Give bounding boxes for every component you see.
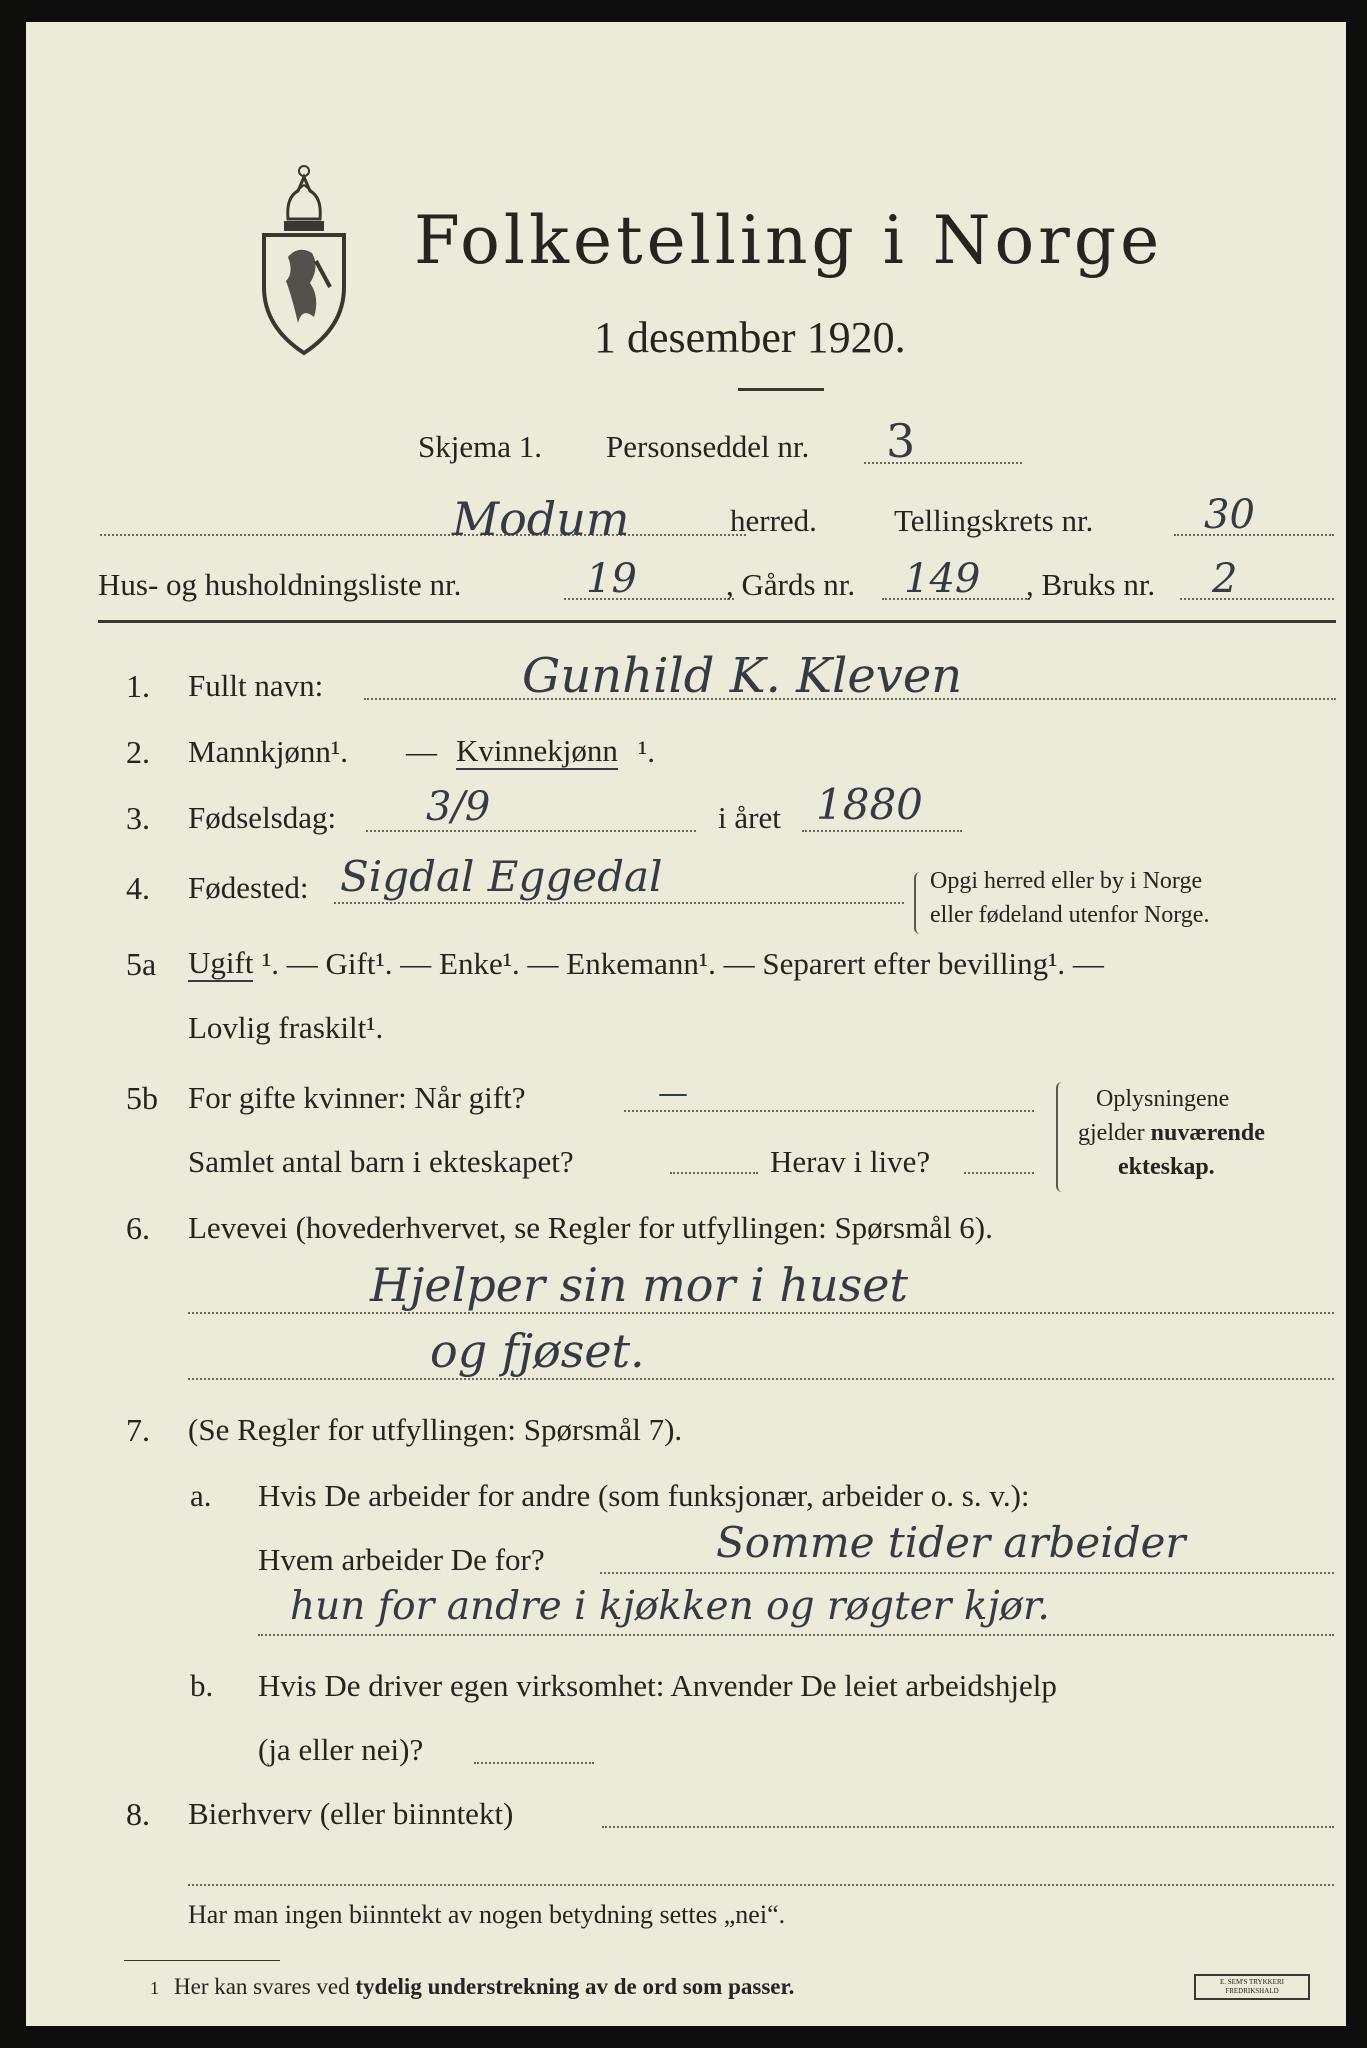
census-date: 1 desember 1920.: [594, 313, 906, 362]
q7a-employer-line2: hun for andre i kjøkken og røgter kjør.: [290, 1584, 1050, 1629]
q7b-question: (ja eller nei)?: [258, 1732, 424, 1767]
q7a-letter: a.: [190, 1478, 212, 1513]
q7a-line1: [600, 1572, 1334, 1574]
q7a-label: Hvis De arbeider for andre (som funksjonær, arbeider o. s. v.):: [258, 1478, 1030, 1513]
q2-female-underlined: Kvinnekjønn: [456, 733, 618, 768]
q5b-note-brace: [1056, 1082, 1068, 1192]
q6-line2: [188, 1378, 1334, 1380]
footnote-mark: 1: [150, 1978, 159, 1998]
herred-line: [100, 534, 746, 536]
q2-separator: —: [406, 734, 437, 769]
q3-year-value: 1880: [816, 780, 923, 829]
q8-label: Bierhverv (eller biinntekt): [188, 1796, 514, 1831]
q5b-line2: [670, 1172, 758, 1174]
gaards-value: 149: [904, 556, 981, 602]
printer-stamp: E. SEM'S TRYKKERI FREDRIKSHALD: [1194, 1974, 1310, 2000]
bruks-value: 2: [1212, 556, 1238, 602]
q5b-note-line2a: gjelder: [1078, 1120, 1151, 1146]
herred-value: Modum: [452, 492, 630, 546]
q7a-line2: [258, 1634, 1334, 1636]
husliste-value: 19: [586, 556, 637, 602]
q7b-letter: b.: [190, 1668, 214, 1703]
q8-line1: [602, 1826, 1334, 1828]
q2-female-sup: ¹.: [638, 734, 656, 769]
q1-full-name: Gunhild K. Kleven: [522, 648, 963, 704]
q4-label: Fødested:: [188, 870, 309, 905]
q5b-line3: [964, 1172, 1034, 1174]
q5b-note-line3: ekteskap.: [1118, 1154, 1215, 1180]
footer-note: Har man ingen biinntekt av nogen betydning settes „nei“.: [188, 1900, 786, 1929]
q5a-options: ¹. — Gift¹. — Enke¹. — Enkemann¹. — Separert efter bevilling¹. —: [262, 946, 1104, 981]
q7b-label: Hvis De driver egen virksomhet: Anvender De leiet arbeidshjelp: [258, 1668, 1057, 1703]
q5a-ugift-underlined: Ugift: [188, 945, 254, 980]
q3-label: Fødselsdag:: [188, 800, 337, 835]
footnote-divider: [124, 1960, 280, 1961]
q5a-line2: Lovlig fraskilt¹.: [188, 1010, 384, 1045]
footnote-part1: Her kan svares ved: [174, 1974, 356, 1999]
norwegian-coat-of-arms-icon: [258, 157, 350, 357]
title-divider: [738, 388, 824, 391]
q3-birthday: 3/9: [426, 784, 491, 830]
q8-number: 8.: [126, 1796, 150, 1832]
q5b-label3: Herav i live?: [770, 1144, 931, 1179]
q6-number: 6.: [126, 1210, 150, 1246]
husliste-label: Hus- og husholdningsliste nr.: [98, 567, 462, 602]
q5b-note-line2: [1078, 1120, 1265, 1147]
q7-label: (Se Regler for utfyllingen: Spørsmål 7).: [188, 1412, 683, 1447]
q4-number: 4.: [126, 870, 150, 906]
q5b-note-line2b: nuværende: [1150, 1120, 1265, 1146]
bruks-line: [1180, 598, 1334, 600]
q4-birthplace: Sigdal Eggedal: [340, 852, 663, 901]
skjema-label: Skjema 1.: [418, 429, 542, 464]
q8-line2: [188, 1884, 1334, 1886]
census-form-sheet: [26, 22, 1346, 2026]
q5b-note-line1: Oplysningene: [1096, 1086, 1230, 1112]
q1-number: 1.: [126, 668, 150, 704]
q3-year-line: [802, 830, 962, 832]
footnote-part2: tydelig understrekning av de ord som passer.: [355, 1974, 795, 1999]
q3-year-label: i året: [718, 800, 781, 835]
q3-number: 3.: [126, 800, 150, 836]
q2-number: 2.: [126, 734, 150, 770]
herred-label: herred.: [730, 503, 817, 538]
q6-occupation-line2: og fjøset.: [430, 1324, 645, 1378]
q4-note-brace: [914, 872, 926, 934]
footnote: [174, 1974, 794, 2000]
q1-label: Fullt navn:: [188, 668, 324, 703]
bruks-label: , Bruks nr.: [1026, 567, 1156, 602]
q5b-label2: Samlet antal barn i ekteskapet?: [188, 1144, 574, 1179]
header-divider: [98, 620, 1336, 623]
q6-label: Levevei (hovederhvervet, se Regler for utfyllingen: Spørsmål 6).: [188, 1210, 993, 1245]
gaards-label: , Gårds nr.: [726, 567, 856, 602]
personseddel-value: 3: [886, 414, 916, 468]
q7-number: 7.: [126, 1412, 150, 1448]
q5b-label1: For gifte kvinner: Når gift?: [188, 1080, 526, 1115]
q7a-employer-line1: Somme tider arbeider: [716, 1518, 1186, 1567]
q4-line: [334, 902, 904, 904]
q3-line: [366, 830, 696, 832]
q5b-married-value: —: [658, 1076, 688, 1111]
q7a-question: Hvem arbeider De for?: [258, 1542, 545, 1577]
q2-male: Mannkjønn¹.: [188, 734, 348, 769]
q5a-number: 5a: [126, 946, 157, 982]
q7b-line: [474, 1762, 594, 1764]
form-title: Folketelling i Norge: [414, 202, 1164, 279]
personseddel-label: Personseddel nr.: [606, 429, 810, 464]
tellingskrets-label: Tellingskrets nr.: [894, 503, 1094, 538]
tellingskrets-value: 30: [1204, 492, 1255, 538]
q5b-number: 5b: [126, 1080, 158, 1116]
q4-note-line1: Opgi herred eller by i Norge: [930, 868, 1203, 894]
q4-note-line2: eller fødeland utenfor Norge.: [930, 902, 1210, 928]
q6-occupation-line1: Hjelper sin mor i huset: [370, 1258, 908, 1312]
q6-line1: [188, 1312, 1334, 1314]
